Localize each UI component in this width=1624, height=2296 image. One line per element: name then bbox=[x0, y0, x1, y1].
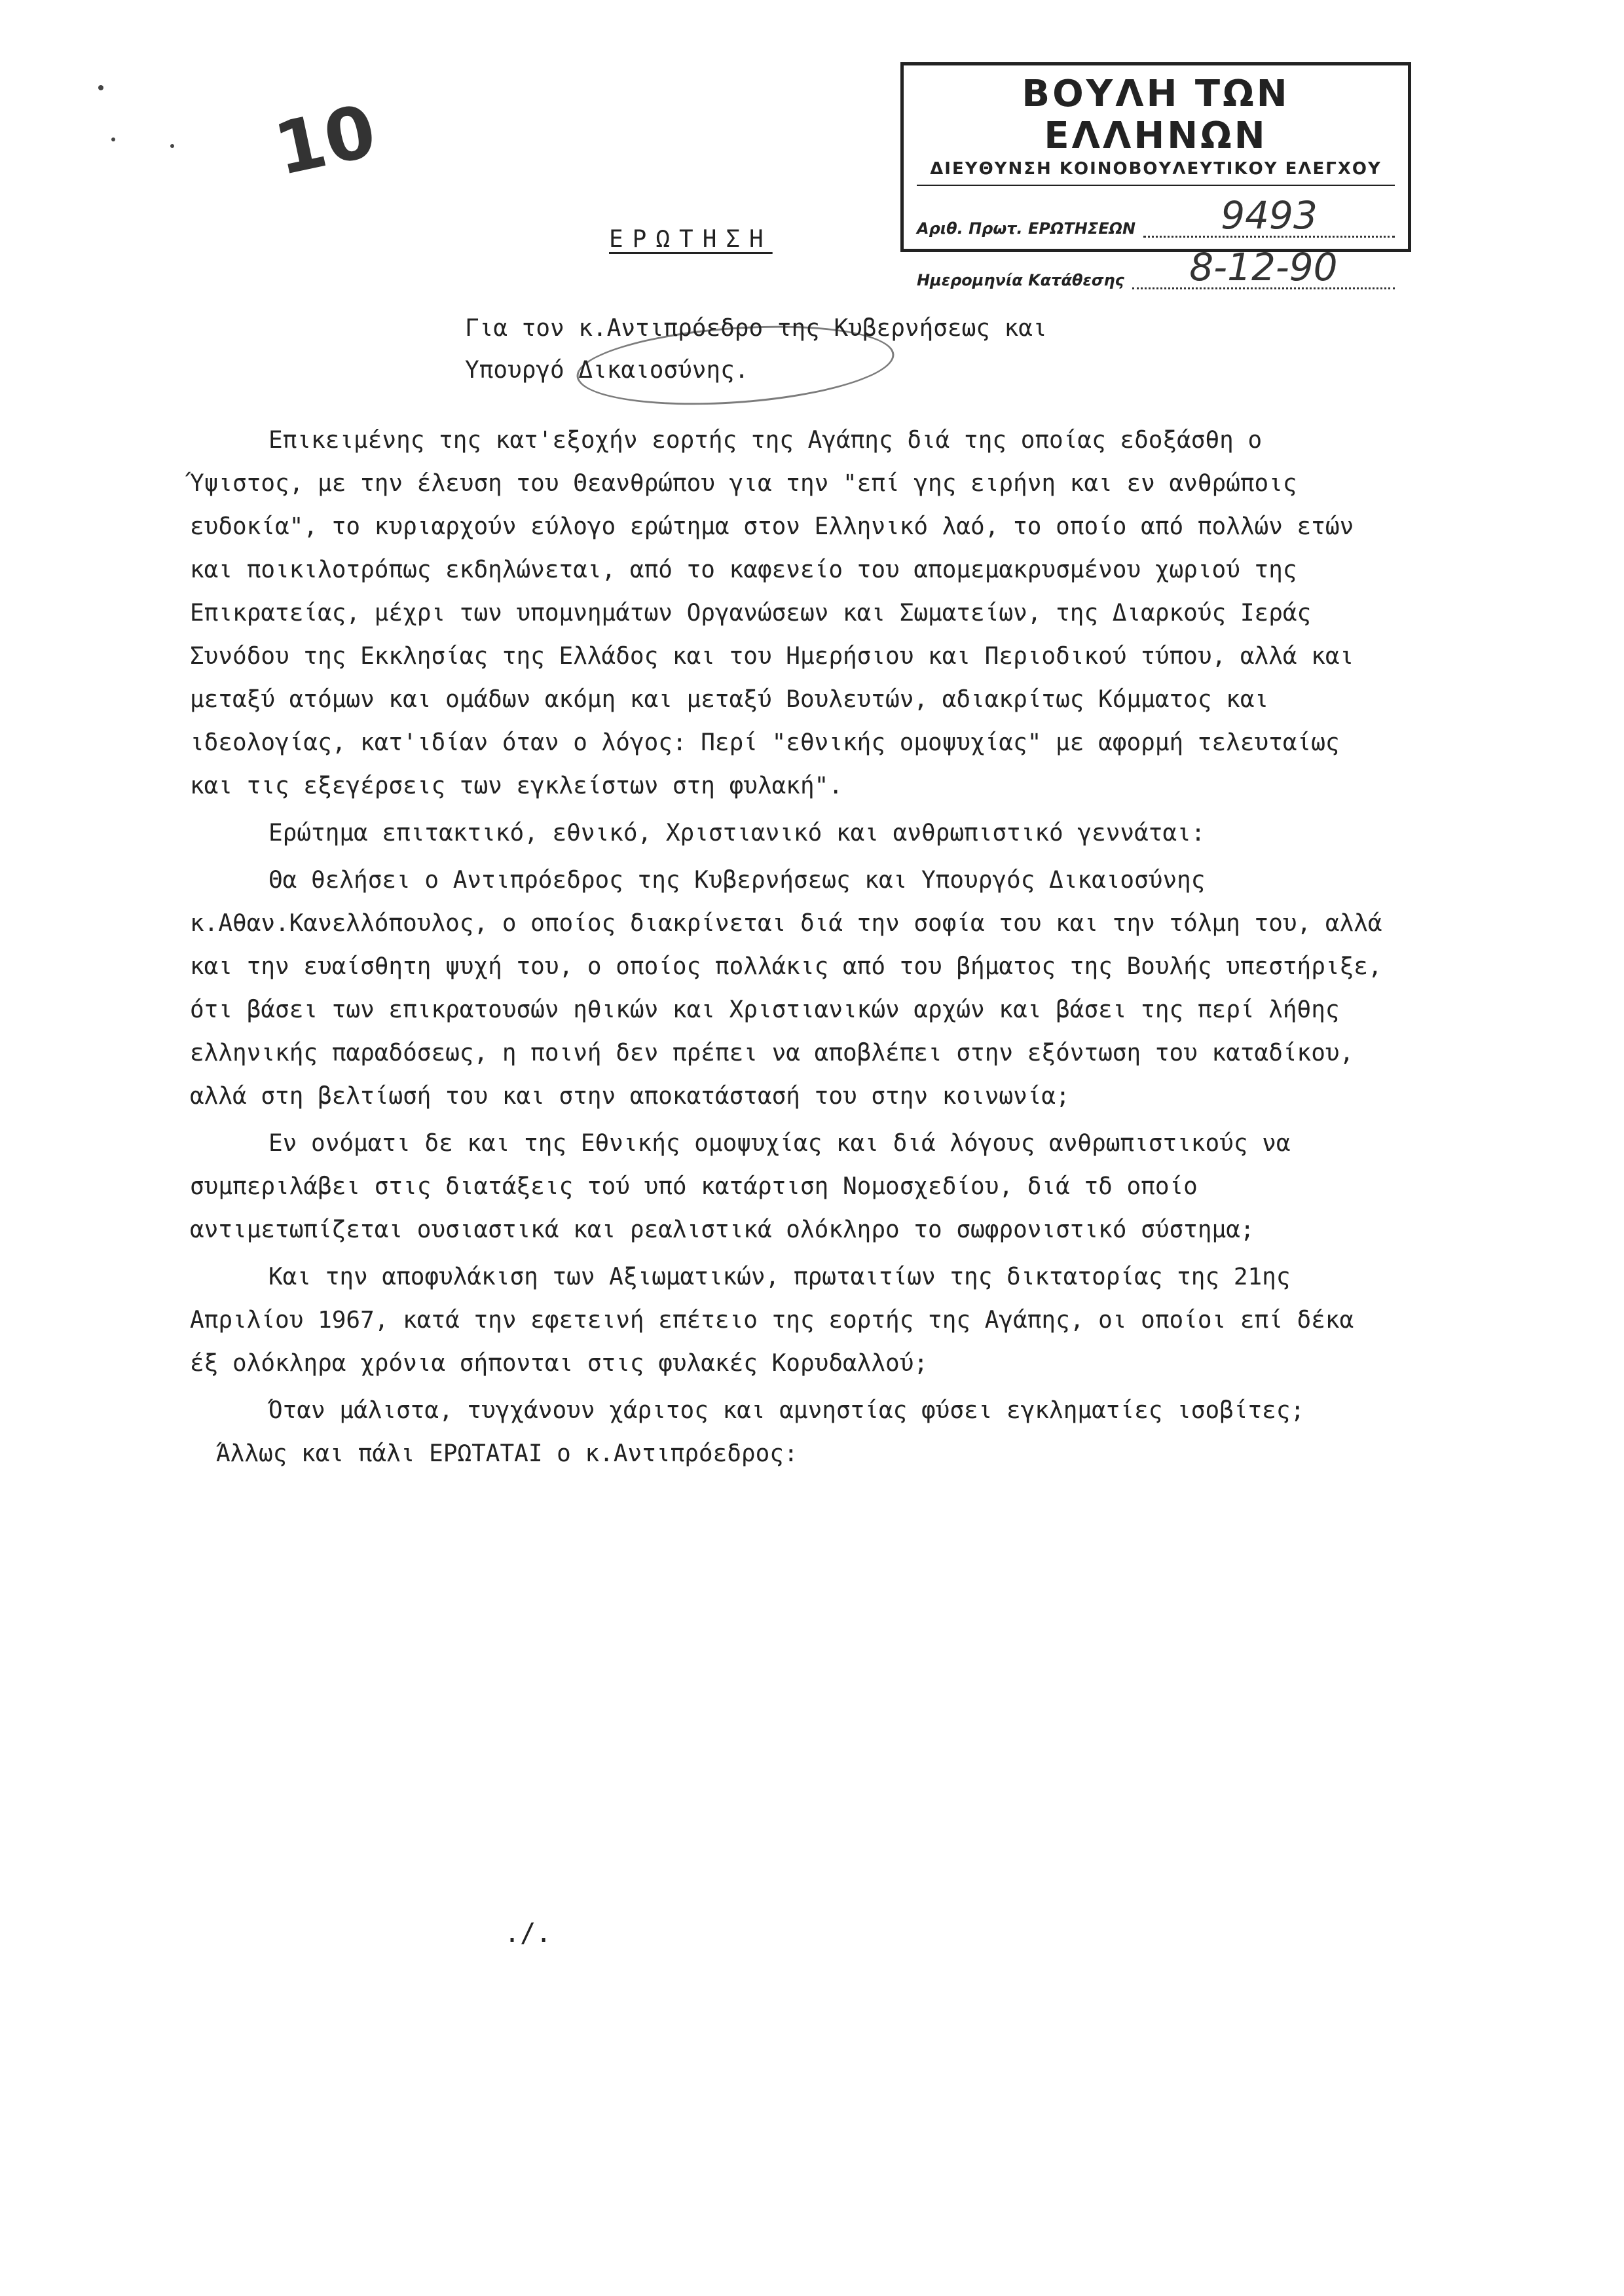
paragraph-3: Θα θελήσει ο Αντιπρόεδρος της Κυβερνήσεως και Υπουργός Δικαιοσύνης κ.Αθαν.Κανελλόπουλος, ο οποίος διακρίνεται διά την σοφία του και την τόλμη του, αλλά και την ευαίσθητη ψυχή του, ο οποίος πολλάκις από του βήματος της Βουλής υπεστήριξε, ότι βάσει των επικρατουσών ηθικών και Χριστιανικών αρχών και βάσει της περί λήθης ελληνικής παραδόσεως, η ποινή δεν πρέπει να αποβλέπει στην εξόντωση του καταδίκου, αλλά στη βελτίωσή του και στην αποκατάστασή του στην κοινωνία; bbox=[190, 867, 1382, 1110]
paragraph-5: Και την αποφυλάκιση των Αξιωματικών, πρωταιτίων της δικτατορίας της 21ης Απριλίου 1967, κατά την εφετεινή επέτειο της εορτής της Αγάπης, οι οποίοι επί δέκα έξ ολόκληρα χρόνια σήπονται στις φυλακές Κορυδαλλού; bbox=[190, 1264, 1354, 1377]
addressee-line-2: Υπουργό Δικαιοσύνης. bbox=[465, 357, 749, 384]
stamp-date-value: 8-12-90 bbox=[1132, 247, 1395, 289]
stamp-protocol-label: Αριθ. Πρωτ. ΕΡΩΤΗΣΕΩΝ bbox=[917, 219, 1136, 238]
paragraph-6: Όταν μάλιστα, τυγχάνουν χάριτος και αμνηστίας φύσει εγκληματίες ισοβίτες; bbox=[268, 1397, 1305, 1424]
stamp-protocol-row bbox=[917, 195, 1395, 238]
question-body bbox=[190, 419, 1388, 1476]
stamp-date-row bbox=[917, 247, 1395, 289]
stamp-protocol-value: 9493 bbox=[1143, 195, 1395, 238]
paragraph-4: Εν ονόματι δε και της Εθνικής ομοψυχίας και διά λόγους ανθρωπιστικούς να συμπεριλάβει στις διατάξεις τού υπό κατάρτιση Νομοσχεδίου, διά τδ οποίο αντιμετωπίζεται ουσιαστικά και ρεαλιστικά ολόκληρο το σωφρονιστικό σύστημα; bbox=[190, 1130, 1291, 1243]
handwritten-margin-number: 10 bbox=[267, 88, 383, 192]
paragraph-1: Επικειμένης της κατ'εξοχήν εορτής της Αγάπης διά της οποίας εδοξάσθη ο Ύψιστος, με την έλευση του Θεανθρώπου για την "επί γης ειρήνη και εν ανθρώποις ευδοκία", το κυριαρχούν εύλογο ερώτημα στον Ελληνικό λαό, το οποίο από πολλών ετών και ποικιλοτρόπως εκδηλώνεται, από το καφενείο του απομεμακρυσμένου χωριού της Επικρατείας, μέχρι των υπομνημάτων Οργανώσεων και Σωματείων, της Διαρκούς Ιεράς Συνόδου της Εκκλησίας της Ελλάδος και του Ημερήσιου και Περιοδικού τύπου, αλλά και μεταξύ ατόμων και ομάδων ακόμη και μεταξύ Βουλευτών, αδιακρίτως Κόμματος και ιδεολογίας, κατ'ιδίαν όταν ο λόγος: Περί "εθνικής ομοψυχίας" με αφορμή τελευταίως και τις εξεγέρσεις των εγκλείστων στη φυλακή". bbox=[190, 427, 1354, 799]
document-title: ΕΡΩΤΗΣΗ bbox=[609, 226, 773, 253]
paragraph-2: Ερώτημα επιτακτικό, εθνικό, Χριστιανικό και ανθρωπιστικό γεννάται: bbox=[268, 820, 1206, 847]
parliament-stamp bbox=[900, 62, 1411, 289]
addressee-line-1: Για τον κ.Αντιπρόεδρο της Κυβερνήσεως και bbox=[465, 315, 1047, 342]
scan-speck bbox=[98, 85, 103, 90]
continuation-mark: ./. bbox=[504, 1918, 552, 1948]
closing-line: Άλλως και πάλι ΕΡΩΤΑΤΑΙ ο κ.Αντιπρόεδρος: bbox=[216, 1440, 798, 1467]
stamp-subtitle: ΔΙΕΥΘΥΝΣΗ ΚΟΙΝΟΒΟΥΛΕΥΤΙΚΟΥ ΕΛΕΓΧΟΥ bbox=[917, 157, 1395, 186]
addressee-block bbox=[465, 308, 1382, 392]
stamp-date-label: Ημερομηνία Κατάθεσης bbox=[917, 271, 1124, 289]
stamp-title: ΒΟΥΛΗ ΤΩΝ ΕΛΛΗΝΩΝ bbox=[1022, 73, 1290, 157]
scan-speck bbox=[111, 137, 115, 141]
scan-speck bbox=[170, 144, 174, 148]
